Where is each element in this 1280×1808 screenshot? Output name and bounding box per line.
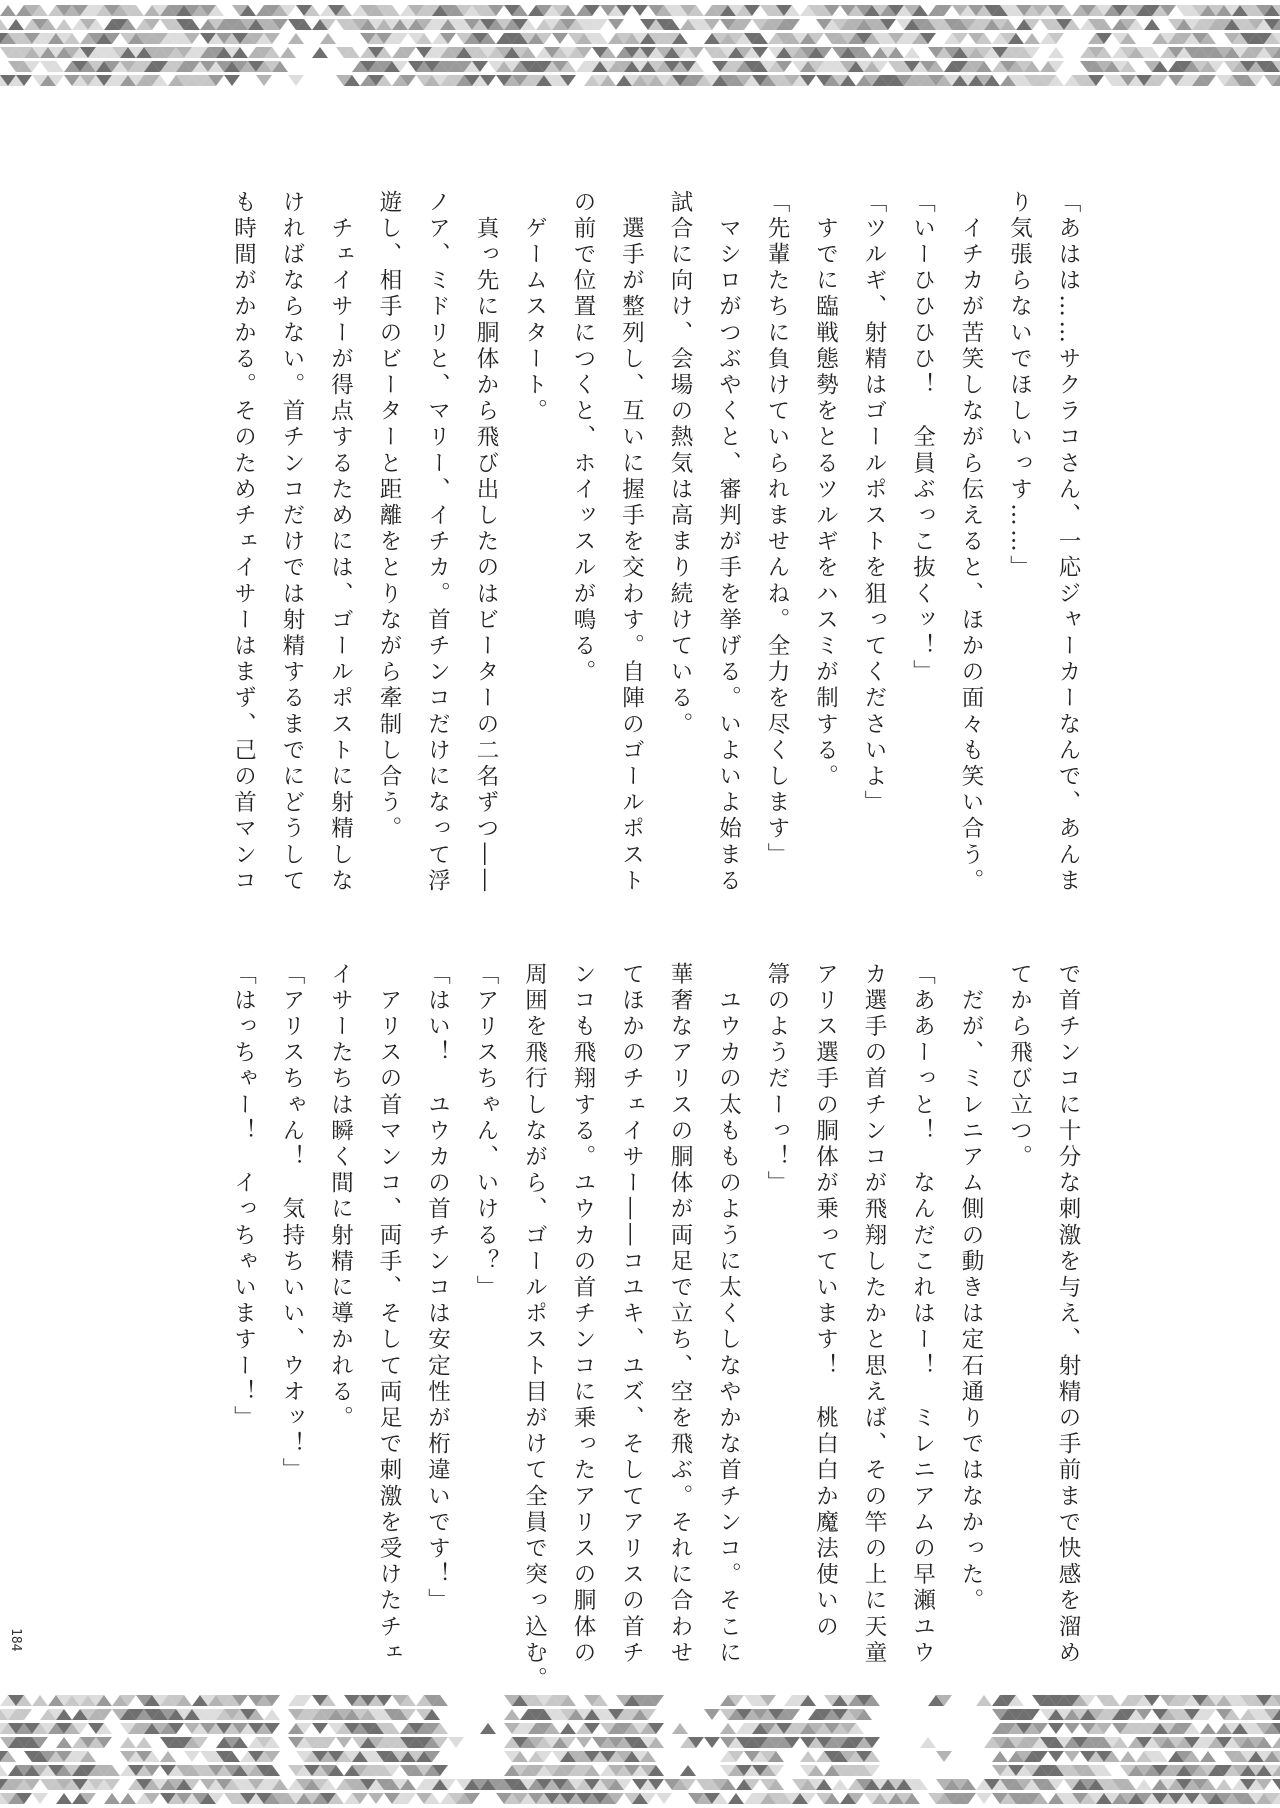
pattern-triangle xyxy=(120,1737,136,1748)
text-column: で首チンコに十分な刺激を与え、射精の手前まで快感を溜め xyxy=(1055,962,1081,1667)
text-column: すでに臨戦態勢をとるツルギをハスミが制する。 xyxy=(812,190,839,791)
page-number-digits: 184 xyxy=(8,1628,23,1652)
page-number xyxy=(8,1628,22,1651)
pattern-triangle xyxy=(672,1723,688,1734)
text-column: イチカが苦笑しながら伝えると、ほかの面々も笑い合う。 xyxy=(958,190,984,895)
text-column: 選手が整列し、互いに握手を交わす。自陣のゴールポスト xyxy=(618,190,645,895)
pattern-triangle xyxy=(256,75,272,86)
pattern-triangle xyxy=(312,47,328,58)
text-column: 周囲を飛行しながら、ゴールポスト目がけて全員で突っ込む。 xyxy=(521,962,548,1693)
text-column: 「アリスちゃん、いける？」 xyxy=(473,962,499,1302)
pattern-triangle xyxy=(904,47,920,58)
text-column: 「はい！ ユウカの首チンコは安定性が桁違いです！」 xyxy=(424,962,451,1615)
pattern-triangle xyxy=(1064,1751,1080,1762)
pattern-triangle xyxy=(656,1793,672,1804)
decorative-triangle-border-top xyxy=(0,0,1280,110)
triangle-pattern-bottom xyxy=(0,1690,1280,1808)
pattern-triangle xyxy=(32,1793,48,1804)
text-column: も時間がかかる。そのためチェイサーはまず、己の首マンコ xyxy=(230,190,257,895)
text-column: 遊し、相手のビーターと距離をとりながら牽制し合う。 xyxy=(376,190,402,843)
text-column: 「あはは……サクラコさん、一応ジャーカーなんで、あんま xyxy=(1055,190,1081,895)
pattern-triangle xyxy=(1024,33,1040,44)
pattern-triangle xyxy=(264,1709,280,1720)
pattern-triangle xyxy=(1200,1723,1216,1734)
text-column: り気張らないでほしいっす……」 xyxy=(1006,190,1033,582)
pattern-triangle xyxy=(0,5,16,16)
text-column: 箒のようだーっ！」 xyxy=(764,962,790,1197)
pattern-triangle xyxy=(120,1793,136,1804)
pattern-triangle xyxy=(560,1723,576,1734)
pattern-triangle xyxy=(184,1751,200,1762)
text-column: ゲームスタート。 xyxy=(521,190,548,425)
pattern-triangle xyxy=(728,1793,744,1804)
text-column: てほかのチェイサー――コユキ、ユズ、そしてアリスの首チ xyxy=(618,962,645,1667)
pattern-triangle xyxy=(552,33,568,44)
text-column: 「はっちゃー！ イっちゃいますー！」 xyxy=(230,962,257,1432)
pattern-triangle xyxy=(632,5,648,16)
pattern-triangle xyxy=(336,1737,352,1748)
pattern-triangle xyxy=(280,47,296,58)
pattern-triangle xyxy=(160,1751,176,1762)
text-column: てから飛び立つ。 xyxy=(1006,962,1033,1171)
text-block-upper xyxy=(219,190,1092,895)
text-column: アリスの首マンコ、両手、そして両足で刺激を受けたチェ xyxy=(376,962,402,1667)
pattern-triangle xyxy=(1216,1779,1232,1790)
pattern-triangle xyxy=(1120,1751,1136,1762)
pattern-triangle xyxy=(56,1793,72,1804)
pattern-triangle xyxy=(992,1751,1008,1762)
pattern-triangle xyxy=(936,1751,952,1762)
text-column: チェイサーが得点するためには、ゴールポストに射精しな xyxy=(327,190,354,895)
pattern-triangle xyxy=(704,1737,720,1748)
text-block-lower xyxy=(219,962,1092,1693)
text-column: カ選手の首チンコが飛翔したかと思えば、その竿の上に天童 xyxy=(861,962,887,1667)
text-column: の前で位置につくと、ホイッスルが鳴る。 xyxy=(570,190,596,686)
text-column: ければならない。首チンコだけでは射精するまでにどうして xyxy=(279,190,305,895)
pattern-triangle xyxy=(0,19,8,30)
pattern-triangle xyxy=(976,1793,992,1804)
pattern-triangle xyxy=(56,1737,72,1748)
text-column: アリス選手の胴体が乗っています！ 桃白白か魔法使いの xyxy=(812,962,839,1641)
pattern-triangle xyxy=(504,1709,520,1720)
pattern-triangle xyxy=(832,1779,848,1790)
pattern-triangle xyxy=(288,75,304,86)
pattern-triangle xyxy=(720,1723,736,1734)
pattern-triangle xyxy=(608,19,624,30)
pattern-triangle xyxy=(1144,19,1160,30)
pattern-triangle xyxy=(8,19,24,30)
text-column: 「ツルギ、射精はゴールポストを狙ってくださいよ」 xyxy=(861,190,887,817)
decorative-triangle-border-bottom xyxy=(0,1690,1280,1808)
text-column: だが、ミレニアム側の動きは定石通りではなかった。 xyxy=(958,962,984,1615)
pattern-triangle xyxy=(136,1737,152,1748)
pattern-triangle xyxy=(320,33,336,44)
vertical-text-lower xyxy=(219,962,1092,1693)
pattern-triangle xyxy=(1200,1751,1216,1762)
pattern-triangle xyxy=(1048,47,1064,58)
pattern-triangle xyxy=(1064,1723,1080,1734)
pattern-triangle xyxy=(680,1765,696,1776)
pattern-triangle xyxy=(1272,1779,1280,1790)
pattern-triangle xyxy=(1272,1737,1280,1748)
pattern-triangle xyxy=(480,1723,496,1734)
text-column: 華奢なアリスの胴体が両足で立ち、空を飛ぶ。それに合わせ xyxy=(667,962,693,1667)
pattern-triangle xyxy=(1048,1751,1064,1762)
pattern-triangle xyxy=(1048,1723,1064,1734)
text-column: 真っ先に胴体から飛び出したのはビーターの二名ずつ―― xyxy=(473,190,499,895)
text-column: ノア、ミドリと、マリー、イチカ。首チンコだけになって浮 xyxy=(424,190,451,895)
pattern-triangle xyxy=(288,33,304,44)
text-column: イサーたちは瞬く間に射精に導かれる。 xyxy=(327,962,354,1432)
pattern-triangle xyxy=(0,1765,8,1776)
text-column: 「アリスちゃん！ 気持ちいい、ウオッ！」 xyxy=(279,962,305,1484)
pattern-triangle xyxy=(1136,1779,1152,1790)
text-column: ンコも飛翔する。ユウカの首チンコに乗ったアリスの胴体の xyxy=(570,962,596,1667)
text-column: 「ああーっと！ なんだこれはー！ ミレニアムの早瀬ユウ xyxy=(909,962,936,1667)
pattern-triangle xyxy=(368,1793,384,1804)
pattern-triangle xyxy=(104,1793,120,1804)
pattern-triangle xyxy=(32,1695,48,1706)
pattern-triangle xyxy=(224,75,240,86)
triangle-pattern-top xyxy=(0,0,1280,110)
pattern-triangle xyxy=(448,1737,464,1748)
text-column: マシロがつぶやくと、審判が手を挙げる。いよいよ始まる xyxy=(715,190,742,895)
vertical-text-upper xyxy=(219,190,1092,895)
text-column: ユウカの太もものように太くしなやかな首チンコ。そこに xyxy=(715,962,742,1667)
pattern-triangle xyxy=(56,19,72,30)
pattern-triangle xyxy=(312,1723,328,1734)
pattern-triangle xyxy=(976,1695,992,1706)
pattern-triangle xyxy=(800,1751,816,1762)
pattern-triangle xyxy=(920,1737,936,1748)
text-column: 「いーひひひひ！ 全員ぶっこ抜くッ！」 xyxy=(909,190,936,686)
pattern-triangle xyxy=(576,1737,592,1748)
pattern-triangle xyxy=(704,1709,720,1720)
text-column: 「先輩たちに負けていられませんね。全力を尽くします」 xyxy=(764,190,790,869)
text-column: 試合に向け、会場の熱気は高まり続けている。 xyxy=(667,190,693,739)
